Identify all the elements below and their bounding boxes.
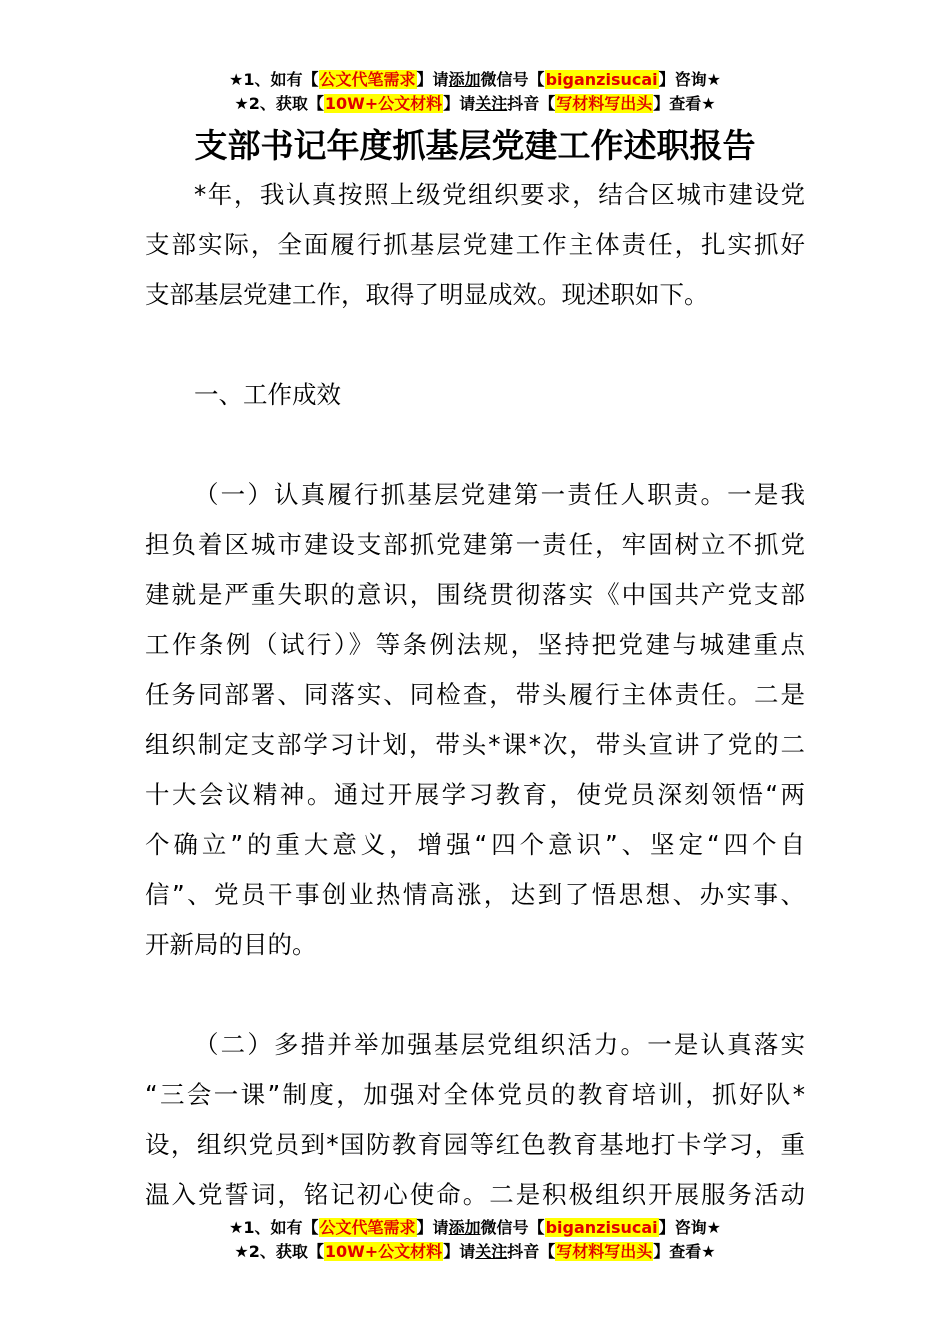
section-heading: 一、工作成效 [194,380,341,409]
highlight-service: 公文代笔需求 [319,1218,416,1237]
document-body [145,170,805,1220]
highlight-wechat-id: biganzisucai [545,70,658,89]
highlight-service: 公文代笔需求 [319,70,416,89]
banner-line-1: ★1、如有【公文代笔需求】请添加微信号【biganzisucai】咨询★ [229,70,721,89]
top-banner [0,68,950,116]
banner-line-1: ★1、如有【公文代笔需求】请添加微信号【biganzisucai】咨询★ [229,1218,721,1237]
bottom-banner [0,1216,950,1264]
highlight-douyin: 写材料写出头 [556,94,653,113]
highlight-wechat-id: biganzisucai [545,1218,658,1237]
paragraph-1: （一）认真履行抓基层党建第一责任人职责。一是我 担负着区城市建设支部抓党建第一责任，牢固树立不抓党 建就是严重失职的意识，围绕贯彻落实《中国共产党支部 工作条例（试行）》等条例法规，坚持把党建与城建重点 任务同部署、同落实、同检查，带头履行主体责任。二是 组织制定支部学习计划，带头*课*次，带头宣讲了党的二 十大会议精神。通过开展学习教育，使党员深刻领悟“两 个确立”的重大意义，增强“四个意识”、坚定“四个自 信”、党员干事创业热情高涨，达到了悟思想、办实事、 开新局的目的。 [145,480,805,959]
highlight-materials: 10W+公文材料 [324,94,443,113]
document-title: 支部书记年度抓基层党建工作述职报告 [194,126,756,165]
paragraph-2: （二）多措并举加强基层党组织活力。一是认真落实 “三会一课”制度，加强对全体党员的教育培训，抓好队* 设，组织党员到*国防教育园等红色教育基地打卡学习，重 温入党誓词，铭记初心使命。二是积极组织开展服务活动 [145,1030,805,1209]
banner-line-2: ★2、获取【10W+公文材料】请关注抖音【写材料写出头】查看★ [234,94,716,113]
highlight-douyin: 写材料写出头 [556,1242,653,1261]
intro-paragraph: *年，我认真按照上级党组织要求，结合区城市建设党 支部实际，全面履行抓基层党建工作主体责任，扎实抓好 支部基层党建工作，取得了明显成效。现述职如下。 [145,180,805,309]
highlight-materials: 10W+公文材料 [324,1242,443,1261]
banner-line-2: ★2、获取【10W+公文材料】请关注抖音【写材料写出头】查看★ [234,1242,716,1261]
